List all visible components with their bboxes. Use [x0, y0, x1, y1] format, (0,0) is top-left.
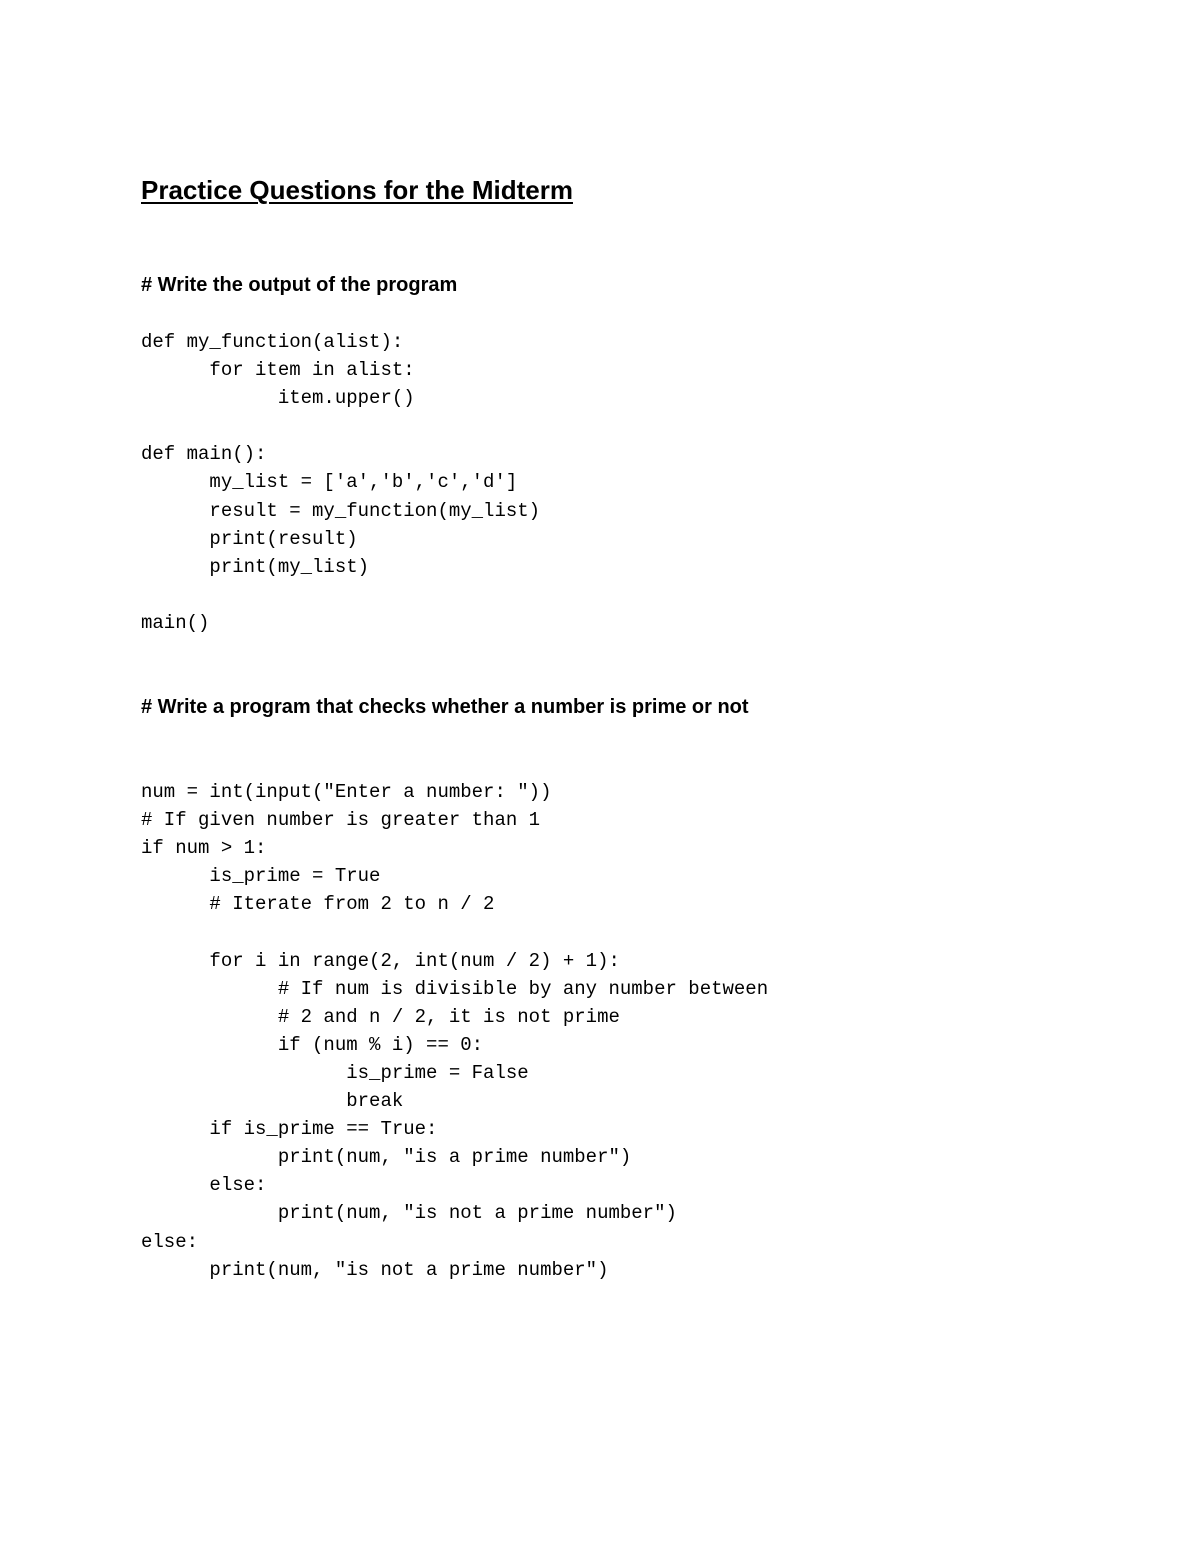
code-line: print(num, "is not a prime number"): [141, 1202, 677, 1225]
code-line: if (num % i) == 0:: [141, 1033, 484, 1056]
code-line: [141, 412, 540, 440]
code-line: for i in range(2, int(num / 2) + 1):: [141, 949, 620, 972]
code-block-prime: [141, 778, 768, 1284]
code-block-output: [141, 328, 540, 637]
code-line: def my_function(alist):: [141, 331, 404, 353]
code-line: for item in alist:: [141, 359, 415, 382]
code-line: def main():: [141, 443, 267, 466]
code-line: [141, 918, 768, 946]
code-line: is_prime = False: [141, 1061, 529, 1084]
section-heading-output: # Write the output of the program: [141, 274, 458, 296]
page-title: Practice Questions for the Midterm: [141, 175, 573, 205]
code-line: [141, 581, 540, 609]
code-line: # Iterate from 2 to n / 2: [141, 893, 495, 916]
code-line: # If given number is greater than 1: [141, 809, 541, 832]
code-line: else:: [141, 1230, 199, 1253]
section-heading-prime: # Write a program that checks whether a number is prime or not: [141, 696, 749, 718]
code-line: else:: [141, 1174, 267, 1197]
code-line: print(my_list): [141, 555, 370, 578]
code-line: my_list = ['a','b','c','d']: [141, 471, 518, 494]
code-line: is_prime = True: [141, 865, 381, 888]
code-line: print(result): [141, 527, 358, 550]
code-line: print(num, "is a prime number"): [141, 1146, 632, 1169]
code-line: result = my_function(my_list): [141, 499, 541, 522]
code-line: if num > 1:: [141, 837, 267, 860]
code-line: item.upper(): [141, 387, 415, 410]
code-line: main(): [141, 611, 210, 634]
code-line: print(num, "is not a prime number"): [141, 1258, 609, 1281]
code-line: break: [141, 1090, 404, 1113]
code-line: num = int(input("Enter a number: ")): [141, 781, 552, 803]
code-line: # If num is divisible by any number between: [141, 977, 769, 1000]
code-line: # 2 and n / 2, it is not prime: [141, 1005, 620, 1028]
code-line: if is_prime == True:: [141, 1118, 438, 1141]
